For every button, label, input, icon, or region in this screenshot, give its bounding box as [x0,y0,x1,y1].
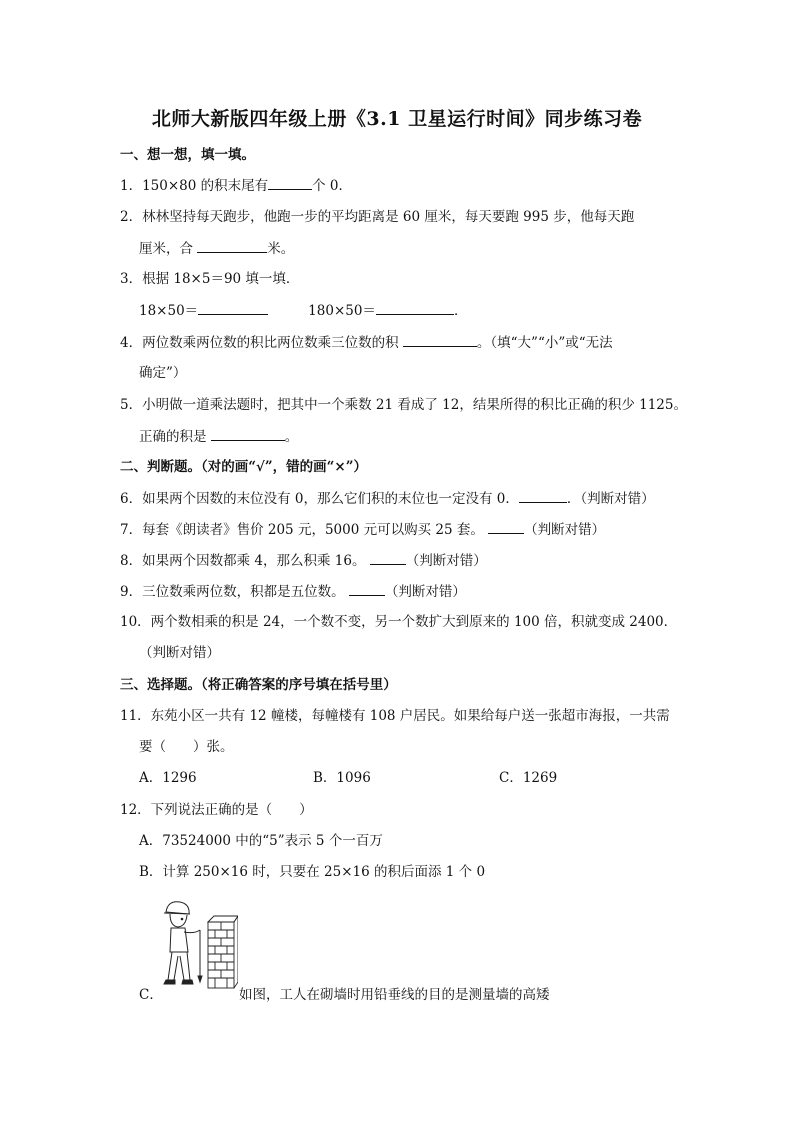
question-text: 正确的积是 [139,429,211,445]
choice-c-label[interactable]: C． [139,987,163,1003]
question-text: 7．每套《朗读者》售价 205 元，5000 元可以购买 25 套。 [120,522,489,538]
question-text: 。 [284,429,299,445]
answer-blank[interactable] [268,176,312,190]
choice-c[interactable]: C．1269 [499,770,558,786]
question-6 [120,489,655,508]
question-7 [120,520,605,539]
question-11-line-2: 要（ ）张。 [139,739,234,755]
section-heading-true-false: 二、判断题。（对的画“√”，错的画“×”） [120,459,367,475]
choice-b[interactable]: B．计算 250×16 时，只要在 25×16 的积后面添 1 个 0 [139,864,486,880]
question-4-line-1 [120,333,613,352]
question-9 [120,582,466,601]
question-3-line-2 [139,301,467,320]
section-heading-fill-in: 一、想一想，填一填。 [120,147,255,163]
question-text: 。（填“大”“小”或“无法 [476,335,613,351]
question-text: 8．如果两个因数都乘 4，那么积乘 16。 [120,553,370,569]
question-12-line-1: 12．下列说法正确的是（ ） [120,802,313,818]
answer-blank[interactable] [519,489,567,503]
answer-blank[interactable] [376,301,454,315]
answer-blank[interactable] [370,551,406,565]
question-text: 米。 [267,241,295,257]
question-8 [120,551,487,570]
question-text: 6．如果两个因数的末位没有 0，那么它们积的末位也一定没有 0． [120,491,519,507]
question-11-line-1: 11．东苑小区一共有 12 幢楼，每幢楼有 108 户居民。如果给每户送一张超市海报，一共需 [120,708,670,724]
question-2-line-2 [139,239,294,258]
answer-blank[interactable] [349,582,385,596]
question-3-line-1: 3．根据 18×5＝90 填一填． [120,271,300,287]
section-heading-multiple-choice: 三、选择题。（将正确答案的序号填在括号里） [120,677,397,693]
question-5-line-1: 5．小明做一道乘法题时，把其中一个乘数 21 看成了 12，结果所得的积比正确的积少 1125。 [120,397,687,413]
question-text: 4．两位数乘两位数的积比两位数乘三位数的积 [120,335,403,351]
question-10-line-1: 10．两个数相乘的积是 24，一个数不变，另一个数扩大到原来的 100 倍，积就变成 2400． [120,614,678,630]
worker-plumb-line-illustration [158,900,238,992]
choice-a[interactable]: A．73524000 中的“5”表示 5 个一百万 [139,833,383,849]
question-text: （判断对错） [524,522,606,538]
choice-c-text: 如图，工人在砌墙时用铅垂线的目的是测量墙的高矮 [239,987,550,1003]
question-text: 9．三位数乘两位数，积都是五位数。 [120,584,349,600]
choice-a[interactable]: A．1296 [139,770,197,786]
question-text: 个 0． [312,178,353,194]
answer-blank[interactable] [403,333,477,347]
question-text: ．（判断对错） [566,491,655,507]
answer-blank[interactable] [488,520,524,534]
answer-blank[interactable] [211,427,285,441]
question-text: 1．150×80 的积末尾有 [120,178,269,194]
question-2-line-1: 2．林林坚持每天跑步，他跑一步的平均距离是 60 厘米，每天要跑 995 步，他每天跑 [120,209,635,225]
answer-blank[interactable] [197,239,267,253]
question-text: （判断对错） [384,584,466,600]
question-text: 厘米，合 [139,241,198,257]
question-5-line-2 [139,427,298,446]
question-4-line-2: 确定”） [139,365,187,381]
answer-blank[interactable] [198,301,268,315]
question-text: （判断对错） [405,553,487,569]
question-10-line-2: （判断对错） [139,645,220,661]
question-text: ． [453,303,468,319]
page-title: 北师大新版四年级上册《3.1 卫星运行时间》同步练习卷 [151,108,643,130]
choice-b[interactable]: B．1096 [313,770,371,786]
question-1 [120,176,352,195]
question-text: 180×50＝ [308,303,376,319]
question-text: 18×50＝ [139,303,199,319]
